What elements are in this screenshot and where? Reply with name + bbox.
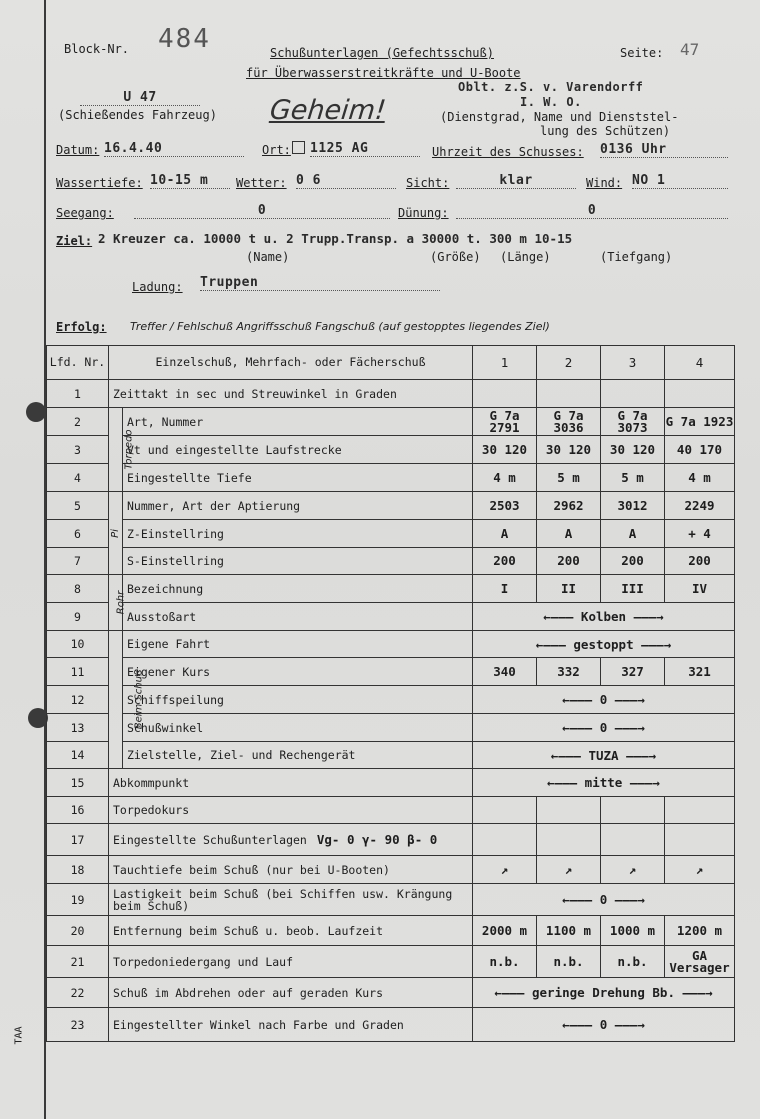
shot-value: 200 (537, 548, 601, 575)
column-header-shot: 2 (537, 346, 601, 380)
margin-note: TAA (13, 1026, 25, 1045)
row-number: 13 (47, 714, 109, 742)
shot-value: 30 120 (601, 436, 665, 464)
shot-value: ↗ (665, 856, 735, 884)
sea-value: 0 (134, 203, 390, 219)
date-value: 16.4.40 (104, 141, 244, 157)
shot-value (473, 797, 537, 824)
row-label: Tauchtiefe beim Schuß (nur bei U-Booten) (109, 856, 473, 884)
row-span-value (473, 884, 735, 916)
row-label: Schußwinkel (123, 714, 473, 742)
shot-value: A (601, 520, 665, 548)
block-label: Block-Nr. (64, 42, 130, 56)
grid-square-icon (292, 141, 305, 154)
span-value-text: ←——— 0 ———→ (562, 720, 645, 735)
shot-value: 2000 m (473, 916, 537, 946)
time-label: Uhrzeit des Schusses: (432, 145, 584, 159)
place-value: 1125 AG (310, 141, 420, 157)
shot-value: 321 (665, 658, 735, 686)
shot-value: GA Versager (665, 946, 735, 978)
row-extra-value: Vg- 0 γ- 90 β- 0 (316, 831, 438, 847)
table-row (47, 548, 735, 575)
group-label-pi (109, 492, 123, 575)
shot-value (601, 380, 665, 408)
shot-value: III (601, 575, 665, 603)
row-number: 23 (47, 1008, 109, 1042)
table-row (47, 946, 735, 978)
row-number: 15 (47, 769, 109, 797)
shot-value: A (473, 520, 537, 548)
shot-value: G 7a 1923 (665, 408, 735, 436)
rank-position: I. W. O. (520, 95, 582, 109)
shot-value (601, 797, 665, 824)
row-number: 21 (47, 946, 109, 978)
group-label-text: Torpedo (123, 429, 135, 470)
shot-value (473, 380, 537, 408)
vessel-value: U 47 (80, 90, 200, 106)
shot-value: 1200 m (665, 916, 735, 946)
row-label: Zeittakt in sec und Streuwinkel in Graden (109, 380, 473, 408)
table-row (47, 686, 735, 714)
span-value-text: ←——— Kolben ———→ (543, 609, 663, 624)
row-label: Art, Nummer (123, 408, 473, 436)
row-label: Ausstoßart (123, 603, 473, 631)
table-row (47, 884, 735, 916)
shot-value: ↗ (537, 856, 601, 884)
shot-value: 30 120 (537, 436, 601, 464)
row-number: 4 (47, 464, 109, 492)
shot-value: 2503 (473, 492, 537, 520)
table-row (47, 575, 735, 603)
weather-value: 0 6 (296, 173, 396, 189)
span-value-text: ←——— 0 ———→ (562, 892, 645, 907)
row-label: Entfernung beim Schuß u. beob. Laufzeit (109, 916, 473, 946)
shot-data-table (46, 345, 735, 1042)
table-row (47, 408, 735, 436)
row-number: 9 (47, 603, 109, 631)
shot-value: II (537, 575, 601, 603)
vessel-caption: (Schießendes Fahrzeug) (58, 108, 217, 122)
group-label-text: Rohr (115, 590, 127, 615)
group-label-rohr (109, 575, 127, 631)
table-row (47, 464, 735, 492)
shot-value: 4 m (665, 464, 735, 492)
rank-caption-2: lung des Schützen) (540, 124, 671, 138)
row-label: Lastigkeit beim Schuß (bei Schiffen usw. Krängung beim Schuß) (109, 884, 473, 916)
shot-value: 30 120 (473, 436, 537, 464)
row-span-value (473, 631, 735, 658)
table-row (47, 1008, 735, 1042)
depth-label: Wassertiefe: (56, 176, 143, 190)
row-span-value (473, 603, 735, 631)
shot-value: 2249 (665, 492, 735, 520)
row-number: 12 (47, 686, 109, 714)
table-row (47, 603, 735, 631)
group-label-beim_schuss (109, 631, 145, 769)
table-header-row (47, 346, 735, 380)
shot-value: 40 170 (665, 436, 735, 464)
column-header-shot: 4 (665, 346, 735, 380)
target-caption-draft: (Tiefgang) (600, 250, 673, 264)
span-value-text: ←——— TUZA ———→ (551, 748, 656, 763)
column-header-desc: Einzelschuß, Mehrfach- oder Fächerschuß (109, 346, 473, 380)
shot-value: IV (665, 575, 735, 603)
target-caption-name: (Name) (246, 250, 290, 264)
shot-value (537, 797, 601, 824)
row-number: 16 (47, 797, 109, 824)
row-number: 18 (47, 856, 109, 884)
row-number: 14 (47, 742, 109, 769)
sight-label: Sicht: (406, 176, 450, 190)
punch-hole (26, 402, 46, 422)
row-span-value (473, 686, 735, 714)
row-label: Abkommpunkt (109, 769, 473, 797)
row-label: Schiffspeilung (123, 686, 473, 714)
shot-value: G 7a 2791 (473, 408, 537, 436)
rank-value: Oblt. z.S. v. Varendorff (458, 80, 644, 94)
span-value-text: ←——— 0 ———→ (562, 1017, 645, 1032)
row-number: 6 (47, 520, 109, 548)
shot-value: I (473, 575, 537, 603)
target-value: 2 Kreuzer ca. 10000 t u. 2 Trupp.Transp. a 30000 t. 300 m 10-15 (98, 231, 573, 246)
table-row (47, 856, 735, 884)
row-number: 20 (47, 916, 109, 946)
shot-value (665, 797, 735, 824)
row-number: 11 (47, 658, 109, 686)
shot-value: 327 (601, 658, 665, 686)
row-label: Torpedoniedergang und Lauf (109, 946, 473, 978)
place-label: Ort: (262, 143, 291, 157)
shot-value: ↗ (473, 856, 537, 884)
row-number: 1 (47, 380, 109, 408)
row-number: 22 (47, 978, 109, 1008)
row-label: Schuß im Abdrehen oder auf geraden Kurs (109, 978, 473, 1008)
span-value-text: ←——— gestoppt ———→ (536, 637, 672, 652)
swell-value: 0 (456, 203, 728, 219)
row-label: S-Einstellring (123, 548, 473, 575)
shot-value: 5 m (601, 464, 665, 492)
row-label: Eingestellte Tiefe (123, 464, 473, 492)
shot-value: G 7a 3036 (537, 408, 601, 436)
target-label: Ziel: (56, 234, 93, 248)
shot-value: n.b. (601, 946, 665, 978)
table-row (47, 520, 735, 548)
row-label: Z-Einstellring (123, 520, 473, 548)
date-label: Datum: (56, 143, 100, 157)
group-label-text: Pi (110, 528, 121, 538)
target-caption-length: (Länge) (500, 250, 551, 264)
shot-value: 340 (473, 658, 537, 686)
span-value-text: ←——— mitte ———→ (547, 775, 660, 790)
swell-label: Dünung: (398, 206, 449, 220)
span-value-text: ←——— geringe Drehung Bb. ———→ (494, 985, 712, 1000)
shot-value (601, 824, 665, 856)
shot-value: G 7a 3073 (601, 408, 665, 436)
row-label: Eingestellte Schußunterlagen Vg- 0 γ- 90 β- 0 (109, 824, 473, 856)
depth-value: 10-15 m (150, 173, 230, 189)
row-number: 7 (47, 548, 109, 575)
table-row (47, 742, 735, 769)
shot-value: 200 (601, 548, 665, 575)
result-label: Erfolg: (56, 320, 107, 334)
row-span-value (473, 1008, 735, 1042)
table-row (47, 492, 735, 520)
row-number: 10 (47, 631, 109, 658)
shot-value: 200 (665, 548, 735, 575)
row-number: 5 (47, 492, 109, 520)
row-number: 2 (47, 408, 109, 436)
row-label: Eigener Kurs (123, 658, 473, 686)
shot-value: 200 (473, 548, 537, 575)
wind-label: Wind: (586, 176, 623, 190)
shot-value (537, 824, 601, 856)
result-options: Treffer / Fehlschuß Angriffsschuß Fangschuß (auf gestopptes liegendes Ziel) (130, 320, 550, 333)
shot-value (473, 824, 537, 856)
cargo-value: Truppen (200, 275, 440, 291)
shot-value: n.b. (473, 946, 537, 978)
shot-value: + 4 (665, 520, 735, 548)
row-number: 19 (47, 884, 109, 916)
time-value: 0136 Uhr (600, 142, 728, 158)
shot-value (665, 380, 735, 408)
wind-value: NO 1 (632, 173, 728, 189)
row-label: Zielstelle, Ziel- und Rechengerät (123, 742, 473, 769)
table-row (47, 824, 735, 856)
table-row (47, 916, 735, 946)
cargo-label: Ladung: (132, 280, 183, 294)
row-span-value (473, 742, 735, 769)
row-span-value (473, 978, 735, 1008)
target-caption-size: (Größe) (430, 250, 481, 264)
row-label: Eigene Fahrt (123, 631, 473, 658)
shot-value (665, 824, 735, 856)
row-label: Torpedokurs (109, 797, 473, 824)
table-row (47, 658, 735, 686)
page-label: Seite: (620, 46, 664, 60)
shot-value: 5 m (537, 464, 601, 492)
form-subtitle: für Überwasserstreitkräfte und U-Boote (246, 66, 521, 80)
row-number: 3 (47, 436, 109, 464)
form-title: Schußunterlagen (Gefechtsschuß) (270, 46, 494, 60)
shot-value: 3012 (601, 492, 665, 520)
shot-value: 332 (537, 658, 601, 686)
table-row (47, 380, 735, 408)
table-row (47, 631, 735, 658)
punch-hole (28, 708, 48, 728)
row-label: Bezeichnung (123, 575, 473, 603)
table-row (47, 436, 735, 464)
secret-stamp: Geheim! (268, 95, 388, 126)
block-number: 484 (158, 24, 211, 54)
weather-label: Wetter: (236, 176, 287, 190)
shot-value: n.b. (537, 946, 601, 978)
shot-value: 1100 m (537, 916, 601, 946)
row-label: Vt und eingestellte Laufstrecke (123, 436, 473, 464)
row-number: 8 (47, 575, 109, 603)
table-row (47, 978, 735, 1008)
table-row (47, 769, 735, 797)
shot-value: ↗ (601, 856, 665, 884)
table-row (47, 797, 735, 824)
shot-value: A (537, 520, 601, 548)
column-header-shot: 1 (473, 346, 537, 380)
page-number: 47 (680, 40, 700, 59)
group-label-torpedo (109, 408, 135, 492)
row-number: 17 (47, 824, 109, 856)
row-span-value (473, 714, 735, 742)
rank-caption: (Dienstgrad, Name und Dienststel- (440, 110, 679, 124)
row-label: Eingestellter Winkel nach Farbe und Graden (109, 1008, 473, 1042)
table-body (47, 380, 735, 1042)
shot-value: 2962 (537, 492, 601, 520)
row-label: Nummer, Art der Aptierung (123, 492, 473, 520)
sea-label: Seegang: (56, 206, 114, 220)
shot-value: 1000 m (601, 916, 665, 946)
group-label-text: Beim Schuß (133, 669, 145, 730)
table-row (47, 714, 735, 742)
row-span-value (473, 769, 735, 797)
column-header-nr: Lfd. Nr. (47, 346, 109, 380)
shot-value (537, 380, 601, 408)
shot-value: 4 m (473, 464, 537, 492)
column-header-shot: 3 (601, 346, 665, 380)
span-value-text: ←——— 0 ———→ (562, 692, 645, 707)
sight-value: klar (456, 173, 576, 189)
